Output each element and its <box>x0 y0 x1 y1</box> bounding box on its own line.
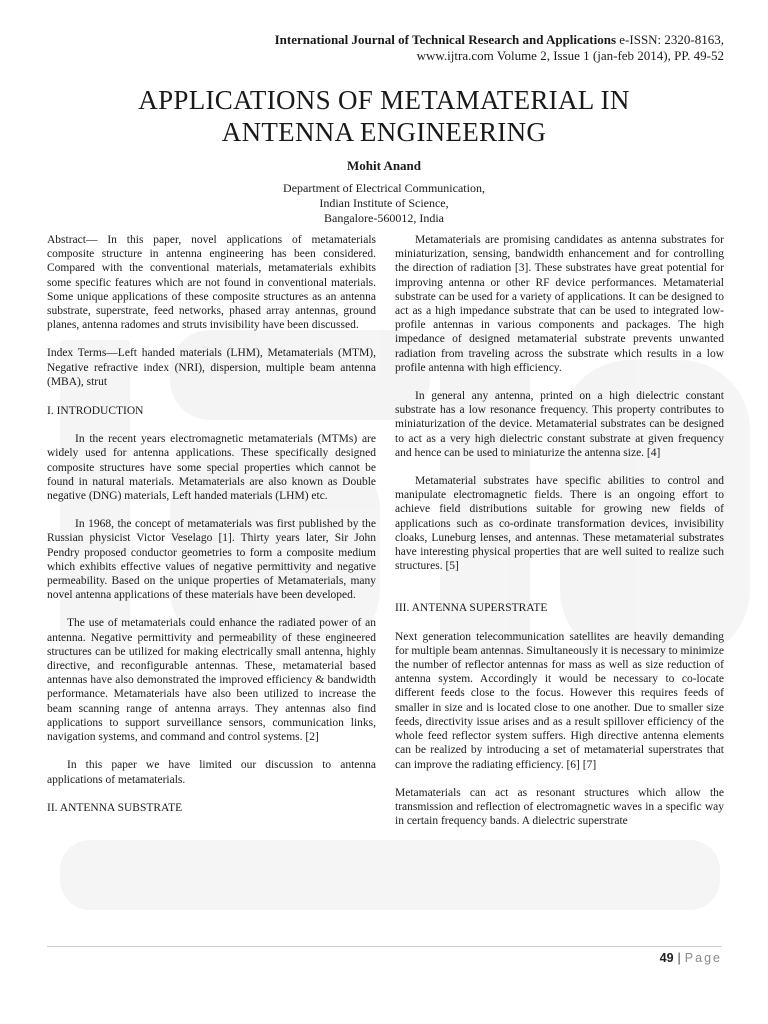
affiliation-institute: Indian Institute of Science, <box>319 196 449 210</box>
page-footer <box>660 951 722 965</box>
index-terms: Index Terms—Left handed materials (LHM), Metamaterials (MTM), Negative refractive index (NRI), dispersion, multiple beam antenna (MBA), strut <box>47 347 376 388</box>
superstrate-paragraph-1: Next generation telecommunication satellites are heavily demanding for multiple beam antennas. Simultaneously it is necessary to minimize the number of reflector antennas for mass as well as size reduction of antenna system. Accordingly it would be necessary to co-locate different feeds close to the focus. However this requires feeds of smaller in size and is located close to one another. Due to smaller size feeds, directivity issue arises and as a result spillover efficiency of the whole feed reflector system suffers. High directive antenna elements can be realized by introducing a set of metamaterial superstrates that can improve the radiating efficiency. [6] [7] <box>395 630 724 771</box>
section-heading-introduction: I. INTRODUCTION <box>47 405 144 418</box>
abstract: Abstract— In this paper, novel applications of metamaterials composite structure in antenna engineering has been considered. Compared with the conventional materials, metamaterials exhibits some specific features which are not found in conventional materials. Some unique applications of these composite structures as an antenna substrate, superstrate, feed networks, phased array antennas, ground planes, antenna radomes and struts invisibility have been discussed. <box>47 234 376 332</box>
affiliation-department: Department of Electrical Communication, <box>283 181 485 195</box>
section-heading-antenna-superstrate: III. ANTENNA SUPERSTRATE <box>395 602 548 615</box>
right-column <box>395 233 724 828</box>
intro-paragraph-4: In this paper we have limited our discussion to antenna applications of metamaterials. <box>47 759 376 786</box>
section-heading-antenna-substrate: II. ANTENNA SUBSTRATE <box>47 801 183 814</box>
intro-paragraph-3: The use of metamaterials could enhance the radiated power of an antenna. Negative permittivity and permeability of these engineered structures can be utilized for making electrically small antenna, highly directive, and reconfigurable antennas. These, metamaterial based antennas have also demonstrated the improved efficiency & bandwidth performance. Metamaterials have also been utilized to increase the beam scanning range of antenna arrays. They antennas also find applications to support surveillance sensors, communication links, navigation systems, and command and control systems. [2] <box>47 617 376 744</box>
substrate-paragraph-3: Metamaterial substrates have specific abilities to control and manipulate electromagnetic fields. There is an ongoing effort to achieve field distributions suitable for growing new fields of applications such as co-ordinate transformation devices, invisibility cloaks, Luneburg lenses, and antennas. These metamaterial substrates have interesting physical properties that are well suited to realize such structures. [5] <box>395 475 724 573</box>
author-affiliation <box>40 181 728 226</box>
substrate-paragraph-1: Metamaterials are promising candidates as antenna substrates for miniaturization, sensing, bandwidth enhancement and for controlling the direction of radiation [3]. These substrates have great potential for improving antenna or other RF device performances. Metamaterial substrate can be used for a variety of applications. It can be designed to act as a high impedance substrate that can be used to integrated low-profile antennas in various components and packages. The high impedance of designed metamaterial substrate prevents unwanted radiation from traveling across the substrate which results in a low profile antenna with high efficiency. <box>395 234 724 374</box>
page-label: Page <box>684 951 722 965</box>
paper-title <box>40 84 728 148</box>
journal-name: International Journal of Technical Research and Applications <box>274 32 617 47</box>
intro-paragraph-1: In the recent years electromagnetic metamaterials (MTMs) are widely used for antenna applications. These specifically designed composite structures have some special properties which cannot be found in natural materials. Metamaterials are also known as Double negative (DNG) materials, Left handed materials (LHM) etc. <box>47 433 376 503</box>
page-number-separator: | <box>677 951 681 965</box>
paper-title-line1: APPLICATIONS OF METAMATERIAL IN <box>138 85 630 115</box>
footer-divider <box>47 946 722 947</box>
superstrate-paragraph-2: Metamaterials can act as resonant structures which allow the transmission and reflection of electromagnetic waves in a specific way in certain frequency bands. A dielectric superstrate <box>395 786 724 828</box>
intro-paragraph-2: In 1968, the concept of metamaterials was first published by the Russian physicist Victor Veselago [1]. Thirty years later, Sir John Pendry proposed conductor geometries to form a composite medium which exhibits effective values of negative permittivity and negative permeability. Based on the unique properties of Metamaterials, many novel antenna applications of these materials have been developed. <box>47 518 376 602</box>
title-block <box>40 84 728 226</box>
author-name: Mohit Anand <box>346 158 422 173</box>
journal-header-line2: www.ijtra.com Volume 2, Issue 1 (jan-feb 2014), PP. 49-52 <box>416 48 724 63</box>
substrate-paragraph-2: In general any antenna, printed on a high dielectric constant substrate has a low resonance frequency. This property contributes to miniaturization of the device. Metamaterial substrates can be designed to act as a very high dielectric constant substrate at given frequency and hence can be used to miniaturize the antenna size. [4] <box>395 390 724 459</box>
left-column <box>47 233 376 815</box>
journal-issn: e-ISSN: 2320-8163, <box>619 32 724 47</box>
journal-header <box>150 32 724 64</box>
journal-header-line1 <box>150 32 724 48</box>
affiliation-city: Bangalore-560012, India <box>324 211 444 225</box>
page-number: 49 <box>659 951 674 965</box>
paper-title-line2: ANTENNA ENGINEERING <box>221 117 547 147</box>
